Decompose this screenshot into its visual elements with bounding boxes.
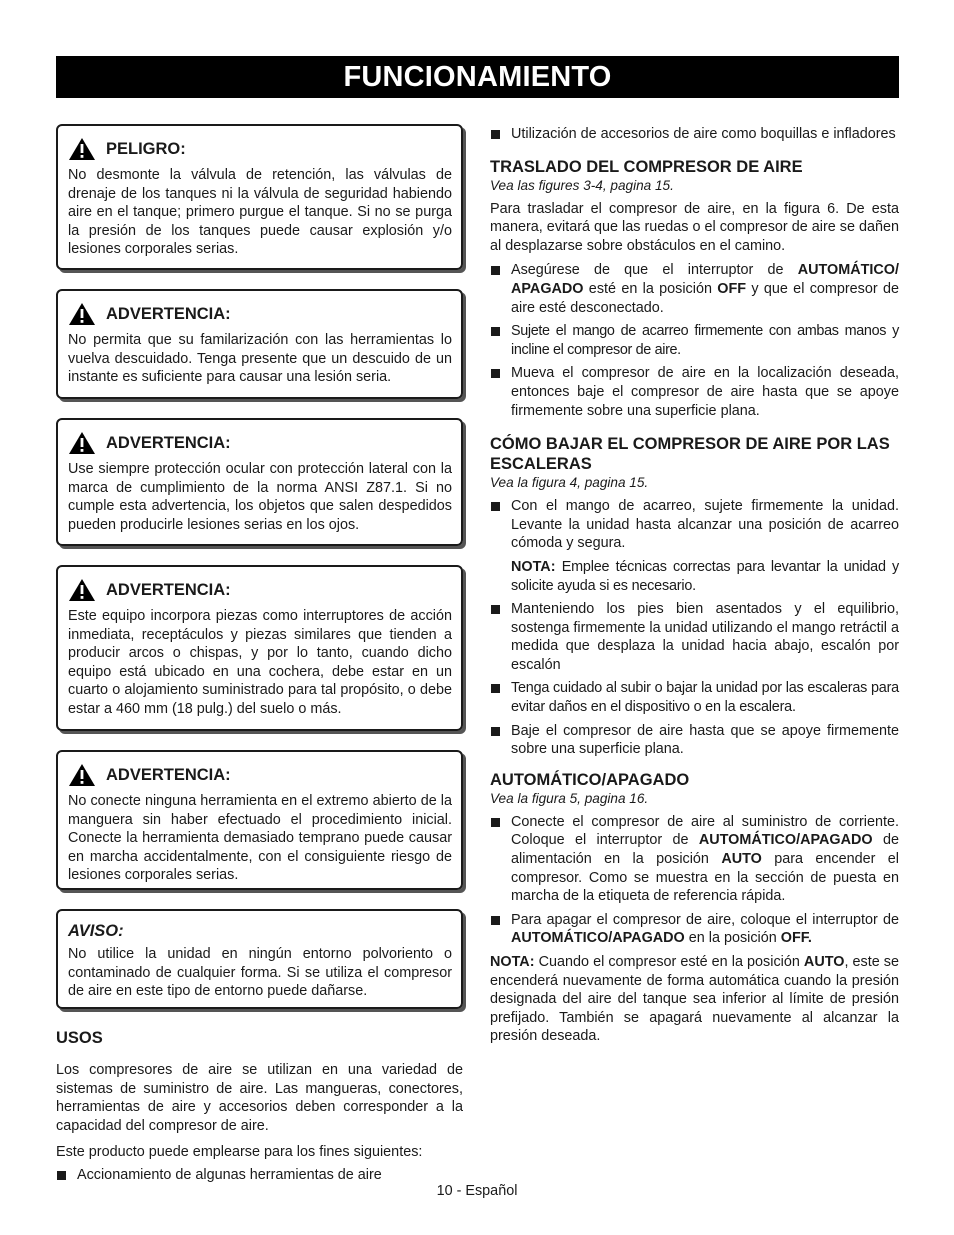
note-label: NOTA: (511, 558, 556, 575)
note-text: Emplee técnicas correctas para levantar la unidad y solicite ayuda si es necesario. (511, 558, 899, 594)
list-item (490, 722, 899, 759)
list-item (490, 600, 899, 674)
bullet-square-icon (491, 684, 500, 693)
bullet-square-icon (57, 1171, 66, 1180)
switch-label: AUTOMÁTICO/APAGADO (511, 930, 685, 947)
list-item-text: Baje el compresor de aire hasta que se apoye firmemente sobre una superficie plana. (511, 722, 899, 758)
text-run: y que el compresor de aire esté desconectado. (511, 280, 899, 316)
off-label: OFF. (780, 930, 812, 947)
warning-triangle-icon (68, 137, 96, 161)
switch-label: AUTOMÁTICO/APAGADO (698, 832, 873, 849)
paragraph: Los compresores de aire se utilizan en una variedad de sistemas de suministro de aire. Las mangueras, conectores, herramientas de aire y accesorios deben corresponder a la capacidad del compresor de aire. (56, 1062, 463, 1134)
box-title: ADVERTENCIA: (106, 580, 231, 599)
text-run: Para apagar el compresor de aire, coloque el interruptor de (511, 911, 899, 928)
bullet-square-icon (491, 818, 500, 827)
list-item (490, 813, 899, 906)
box-title: PELIGRO: (106, 139, 186, 158)
notice-box (56, 909, 463, 1009)
text-run: de alimentación en la posición (511, 832, 899, 868)
list-item (490, 125, 899, 144)
figure-reference: Vea la figura 4, pagina 15. (490, 475, 649, 491)
list-item (490, 261, 899, 317)
note (490, 558, 899, 595)
box-title: AVISO: (68, 921, 124, 940)
box-title: ADVERTENCIA: (106, 765, 231, 784)
bullet-square-icon (491, 369, 500, 378)
box-text: Use siempre protección ocular con protección lateral con la marca de cumplimiento de la norma ANSI Z87.1. Si no cumple esta advertencia, los objetos que salen despedidos pueden producirle lesiones serias en los ojos. (68, 461, 452, 533)
text-run: Cuando el compresor esté en la posición (534, 954, 804, 970)
left-column (56, 124, 463, 1190)
escaleras-list-continued (490, 600, 899, 759)
warning-box (56, 750, 463, 890)
auto-list (490, 813, 899, 948)
box-header (68, 920, 452, 942)
paragraph: Para trasladar el compresor de aire, en la figura 6. De esta manera, evitará que las ruedas o el compresor de aire se dañen al desplazarse sobre obstáculos en el camino. (490, 200, 899, 254)
warning-triangle-icon (68, 763, 96, 787)
box-title: ADVERTENCIA: (106, 433, 231, 452)
bullet-square-icon (491, 130, 500, 139)
box-header (68, 300, 452, 328)
text-run: esté en la posición (583, 280, 718, 297)
box-header (68, 576, 452, 604)
uses-list-continued (490, 125, 899, 144)
list-item (490, 679, 899, 716)
list-item (56, 1166, 463, 1185)
bullet-square-icon (491, 605, 500, 614)
list-item (490, 497, 899, 553)
text-run: Conecte el compresor de aire al suministro de corriente. Coloque el interruptor de (511, 813, 899, 849)
warning-triangle-icon (68, 302, 96, 326)
text-run: en la posición (684, 930, 781, 947)
box-text: Este equipo incorpora piezas como interruptores de acción inmediata, receptáculos y piezas similares que tienden a producir arcos o chispas, y por lo tanto, cuando dicho equipo está ubicado en una cochera, debe estar en un cuarto o alojamiento suministrado para tal propósito, o debe estar a 460 mm (18 pulg.) del suelo o más. (68, 608, 452, 717)
figure-reference: Vea la figura 5, pagina 16. (490, 790, 649, 806)
list-item (490, 322, 899, 359)
bullet-square-icon (491, 727, 500, 736)
right-column (490, 125, 899, 1054)
box-header (68, 761, 452, 789)
traslado-list (490, 261, 899, 420)
list-item-text: Mueva el compresor de aire en la localización deseada, entonces baje el compresor de aire hasta que se apoye firmemente sobre una superficie plana. (511, 365, 899, 419)
paragraph: Este producto puede emplearse para los fines siguientes: (56, 1144, 423, 1161)
list-item-text: Tenga cuidado al subir o bajar la unidad por las escaleras para evitar daños en el dispositivo o en la escalera. (511, 680, 899, 716)
section-heading-usos: USOS (56, 1029, 103, 1047)
section-heading-auto: AUTOMÁTICO/APAGADO (490, 770, 690, 789)
box-text: No conecte ninguna herramienta en el extremo abierto de la manguera sin haber efectuado el procedimiento inicial. Conecte la herramienta demasiado temprano puede causar en marcha accidentalmente, con el consiguiente riesgo de lesiones corporales serias. (68, 793, 452, 884)
list-item-text: Accionamiento de algunas herramientas de aire (77, 1166, 382, 1183)
box-text: No desmonte la válvula de retención, las válvulas de drenaje de los tanques ni la válvula de seguridad habiendo aire en el tanque; primero purgue el tanque. Si no se purga la presión de los tanques puede causar explosión y/o lesiones corporales serias. (68, 167, 452, 258)
list-item-text: Sujete el mango de acarreo firmemente con ambas manos y incline el compresor de aire. (511, 323, 899, 358)
text-run: Asegúrese de que el interruptor de (511, 262, 798, 279)
warning-box (56, 289, 463, 399)
page-title: FUNCIONAMIENTO (56, 56, 899, 98)
box-header (68, 429, 452, 457)
warning-triangle-icon (68, 431, 96, 455)
bullet-square-icon (491, 266, 500, 275)
page-footer: 10 - Español (436, 1183, 518, 1199)
list-item (490, 911, 899, 948)
list-item-text: Con el mango de acarreo, sujete firmemente la unidad. Levante la unidad hasta alcanzar una posición de acarreo cómoda y segura. (511, 498, 899, 552)
section-heading-escaleras: CÓMO BAJAR EL COMPRESOR DE AIRE POR LAS ESCALERAS (490, 435, 890, 474)
figure-reference: Vea las figures 3-4, pagina 15. (490, 177, 674, 193)
text-run: para encender el compresor. Como se muestra en la sección de puesta en marcha de la etiqueta de referencia rápida. (511, 851, 899, 905)
list-item (490, 364, 899, 420)
bullet-square-icon (491, 916, 500, 925)
box-text: No utilice la unidad en ningún entorno polvoriento o contaminado de cualquier forma. Si se utiliza el compresor de aire en este tipo de entorno puede dañarse. (68, 946, 452, 1000)
note-label: NOTA: (490, 954, 535, 970)
warning-box (56, 565, 463, 731)
box-header (68, 135, 452, 163)
auto-label: AUTO (803, 954, 845, 970)
box-text: No permita que su familarización con las herramientas lo vuelva descuidado. Tenga presente que un descuido de un instante es suficiente para causar una lesión seria. (68, 332, 452, 386)
bullet-square-icon (491, 327, 500, 336)
warning-triangle-icon (68, 578, 96, 602)
text-run: , este se encenderá nuevamente de forma automática cuando la presión designada del aire del tanque sea inferior al límite de presión prefijado. También se apagará nuevamente al alcanzar la presión deseada. (490, 954, 899, 1045)
bullet-square-icon (491, 502, 500, 511)
box-title: ADVERTENCIA: (106, 304, 231, 323)
note-paragraph (490, 953, 899, 1046)
uses-list (56, 1166, 463, 1185)
switch-label: AUTOMÁTICO/ APAGADO (511, 262, 899, 297)
escaleras-list (490, 497, 899, 553)
warning-box (56, 418, 463, 546)
section-heading-traslado: TRASLADO DEL COMPRESOR DE AIRE (490, 157, 803, 176)
off-label: OFF (717, 280, 747, 297)
danger-box (56, 124, 463, 270)
auto-label: AUTO (721, 851, 762, 868)
list-item-text: Manteniendo los pies bien asentados y el equilibrio, sostenga firmemente la unidad utilizando el mango retráctil a medida que desplaza la unidad hacia abajo, escalón por escalón (511, 601, 899, 673)
list-item-text: Utilización de accesorios de aire como boquillas e infladores (511, 126, 896, 142)
